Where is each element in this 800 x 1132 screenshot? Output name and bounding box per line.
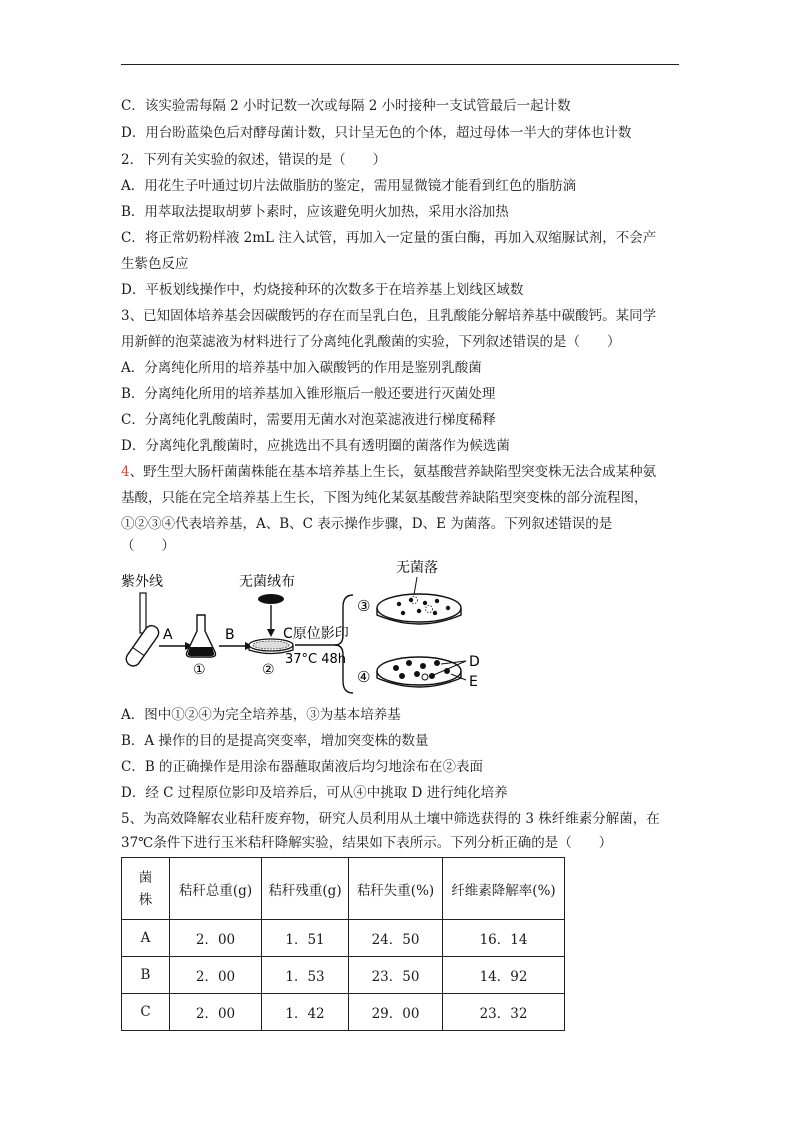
medium-1-label: ① [193, 662, 206, 678]
q3-option-b: B．分离纯化所用的培养基加入锥形瓶后一般还要进行灭菌处理 [121, 386, 496, 402]
plate-medium-3 [377, 594, 461, 624]
uv-label: 紫外线 [121, 574, 163, 590]
split-brace [335, 595, 353, 693]
q2-option-d: D．平板划线操作中，灼烧接种环的次数多于在培养基上划线区域数 [121, 282, 524, 298]
header-rule [121, 64, 679, 65]
plate-medium-4 [377, 657, 461, 687]
q4-option-c: C．B 的正确操作是用涂布器蘸取菌液后均匀地涂布在②表面 [121, 759, 484, 775]
header-weight-loss: 秸秆失重(%) [349, 858, 443, 920]
q4-stem-line1 [121, 463, 656, 481]
q3-option-d: D．分离纯化乳酸菌时，应挑选出不具有透明圈的菌落作为候选菌 [121, 438, 510, 454]
medium-4-label: ④ [357, 668, 371, 686]
incubation-condition: 37°C 48h [285, 652, 347, 667]
straw-degradation-table [121, 857, 565, 1031]
q1-option-c: C．该实验需每隔 2 小时记数一次或每隔 2 小时接种一支试管最后一起计数 [121, 98, 571, 114]
q2-option-c-line1: C．将正常奶粉样液 2mL 注入试管，再加入一定量的蛋白酶，再加入双缩脲试剂，不会产 [121, 230, 657, 246]
sterile-cloth-label: 无菌绒布 [239, 574, 295, 590]
sterile-cloth [258, 594, 284, 604]
uv-lamp [140, 593, 146, 633]
flask-medium-1 [187, 615, 216, 657]
q1-option-d: D．用台盼蓝染色后对酵母菌计数，只计呈无色的个体，超过母体一半大的芽体也计数 [121, 125, 632, 141]
table-row: C 2．00 1．42 29．00 23．32 [122, 994, 565, 1031]
step-c-label: C原位影印 [283, 626, 349, 642]
q4-stem-line1-text: 、野生型大肠杆菌菌株能在基本培养基上生长，氨基酸营养缺陷型突变株无法合成某种氨 [129, 464, 657, 480]
q4-option-d: D．经 C 过程原位影印及培养后，可从④中挑取 D 进行纯化培养 [121, 785, 508, 801]
q5-stem-line1: 5、为高效降解农业秸秆废弃物，研究人员利用从土壤中筛选获得的 3 株纤维素分解菌，在 [121, 811, 660, 827]
q3-option-c: C．分离纯化乳酸菌时，需要用无菌水对泡菜滤液进行梯度稀释 [121, 412, 496, 428]
colony-e-label: E [469, 674, 478, 690]
q4-option-b: B．A 操作的目的是提高突变率，增加突变株的数量 [121, 733, 429, 749]
q4-option-a: A．图中①②④为完全培养基，③为基本培养基 [121, 707, 401, 723]
no-colony-label: 无菌落 [396, 560, 438, 576]
q4-stem-line2: 基酸，只能在完全培养基上生长，下图为纯化某氨基酸营养缺陷型突变株的部分流程图， [121, 490, 648, 506]
header-residual-weight: 秸秆残重(g) [262, 858, 349, 920]
q2-option-b: B．用萃取法提取胡萝卜素时，应该避免明火加热，采用水浴加热 [121, 204, 509, 220]
q4-stem-line3: ①②③④代表培养基，A、B、C 表示操作步骤，D、E 为菌落。下列叙述错误的是 [121, 516, 613, 532]
q4-number: 4 [121, 464, 130, 480]
replica-plating-diagram [121, 553, 591, 705]
q5-stem-line2: 37℃条件下进行玉米秸秆降解实验，结果如下表所示。下列分析正确的是（ ） [121, 835, 613, 851]
step-a-label: A [163, 627, 173, 643]
q3-stem-line1: 3、已知固体培养基会因碳酸钙的存在而呈乳白色，且乳酸能分解培养基中碳酸钙。某同学 [121, 308, 657, 324]
header-total-weight: 秸秆总重(g) [170, 858, 262, 920]
q2-stem: 2．下列有关实验的叙述，错误的是（ ） [121, 152, 387, 168]
q3-option-a: A．分离纯化所用的培养基中加入碳酸钙的作用是鉴别乳酸菌 [121, 360, 482, 376]
table-row: A 2．00 1．51 24．50 16．14 [122, 920, 565, 957]
medium-2-label: ② [262, 662, 275, 678]
q4-stem-line4: （ ） [121, 538, 175, 554]
table-row: B 2．00 1．53 23．50 14．92 [122, 957, 565, 994]
q2-option-a: A．用花生子叶通过切片法做脂肪的鉴定，需用显微镜才能看到红色的脂肪滴 [121, 178, 577, 194]
table-header-row [122, 858, 565, 920]
q3-stem-line2: 用新鲜的泡菜滤液为材料进行了分离纯化乳酸菌的实验，下列叙述错误的是（ ） [121, 334, 621, 350]
header-cellulose-degradation: 纤维素降解率(%) [443, 858, 565, 920]
q2-option-c-line2: 生紫色反应 [121, 256, 189, 272]
step-b-label: B [225, 627, 235, 643]
colony-d-label: D [469, 654, 480, 670]
header-strain: 菌 株 [122, 858, 170, 920]
medium-3-label: ③ [357, 597, 371, 615]
